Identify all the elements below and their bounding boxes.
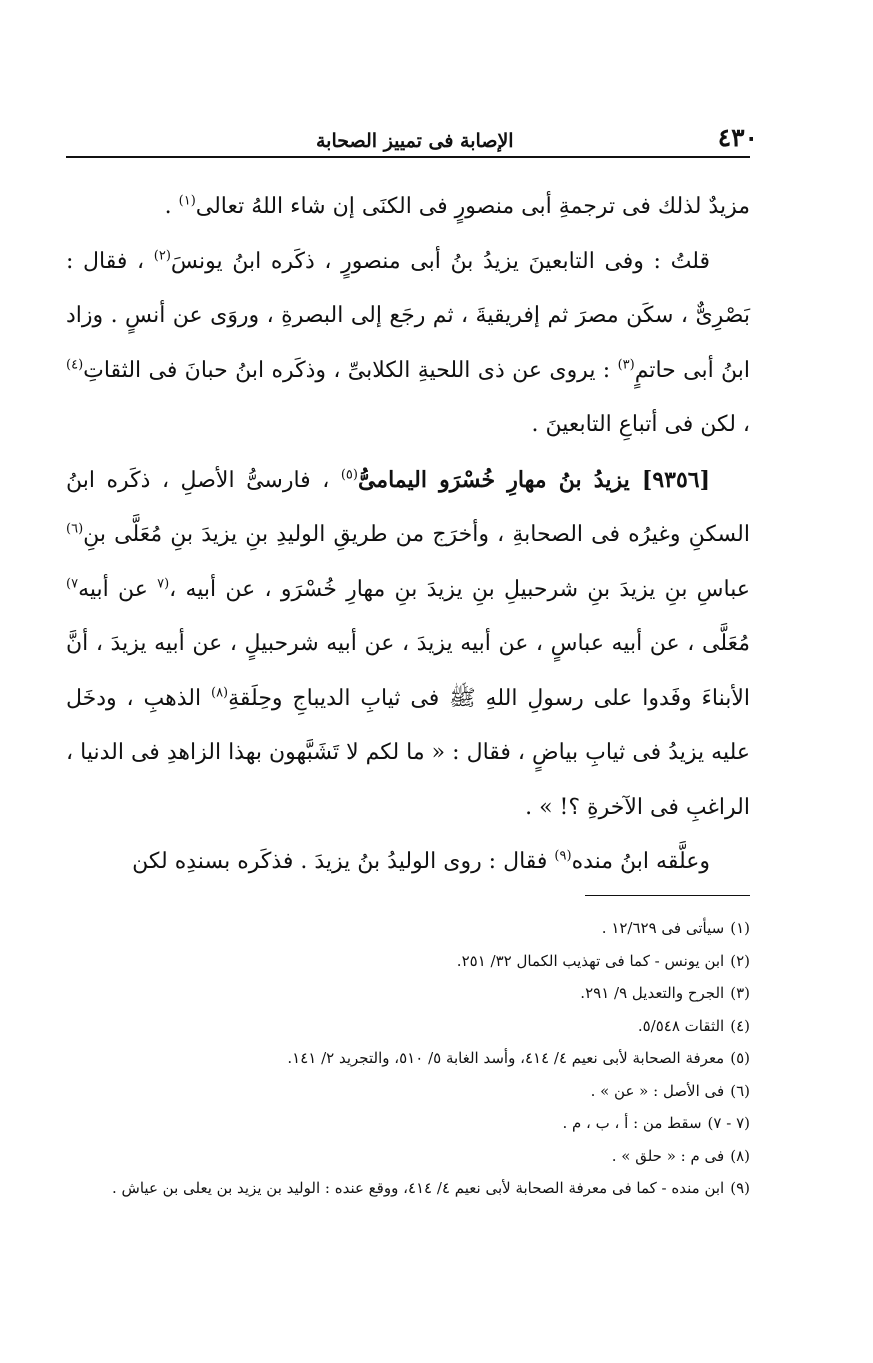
footnote-number: (٢) <box>730 951 750 970</box>
paragraph-2-part-a: قلتُ : وفى التابعينَ يزيدُ بنُ أبى منصورٍ ، ذكَره ابنُ يونسَ <box>170 248 711 274</box>
footnote-number: (٤) <box>730 1016 750 1035</box>
footnote-item <box>66 1075 750 1108</box>
paragraph-2 <box>66 235 750 453</box>
footnote-ref-6: (٦) <box>66 521 84 537</box>
footnote-number: (٦) <box>730 1081 750 1100</box>
footnote-item <box>66 1140 750 1173</box>
paragraph-3-part-a: ، فارسىُّ الأصلِ ، ذكَره ابنُ السكنِ وغيرُه فى الصحابةِ ، وأخرَج من طريقِ الوليدِ بنِ يزيدَ بنِ مُعَلَّى بنِ <box>66 467 750 547</box>
footnote-item <box>66 1172 750 1205</box>
paragraph-1-text: مزيدٌ لذلك فى ترجمةِ أبى منصورٍ فى الكنَى إن شاء اللهُ تعالى <box>195 194 750 219</box>
main-text <box>66 180 750 890</box>
running-header <box>66 112 758 158</box>
footnote-text: الثقات ٥/٥٤٨. <box>637 1016 725 1035</box>
footnote-text: فى الأصل : « عن » . <box>590 1081 725 1100</box>
footnote-text: الجرح والتعديل ٩/ ٢٩١. <box>580 984 725 1002</box>
footnote-text: سيأتى فى ١٢/٦٢٩ . <box>601 919 725 937</box>
footnote-item <box>66 1107 750 1140</box>
page-number: ٤٣٠ <box>717 123 758 152</box>
footnote-item <box>66 977 750 1010</box>
footnote-separator <box>585 895 750 896</box>
footnote-number: (٨) <box>730 1146 750 1165</box>
footnote-number: (٩) <box>730 1179 750 1197</box>
footnote-item <box>66 1042 750 1075</box>
footnote-text: ابن يونس - كما فى تهذيب الكمال ٣٢/ ٢٥١. <box>456 951 725 970</box>
paragraph-2-part-b: ، فقال : بَصْرِىٌّ ، سكَن مصرَ ثم إفريقيةَ ، ثم رجَع إلى البصرةِ ، وروَى عن أنسٍ . وزاد ابنُ أبى حاتمٍ <box>66 248 751 383</box>
footnote-number: (٥) <box>730 1049 750 1067</box>
footnote-ref-2: (٢) <box>153 248 171 264</box>
footnotes <box>66 912 750 1205</box>
paragraph-2-part-c: : يروى عن ذى اللحيةِ الكلابىِّ ، وذكَره ابنُ حبانَ فى الثقاتِ <box>83 357 618 383</box>
footnote-ref-7-open: (٧ <box>157 576 170 592</box>
footnote-ref-9: (٩) <box>554 848 572 864</box>
paragraph-4 <box>66 835 750 890</box>
footnote-ref-1: (١) <box>178 193 196 209</box>
paragraph-2-part-d: ، لكن فى أتباعِ التابعينَ . <box>531 412 750 437</box>
footnote-text: ابن منده - كما فى معرفة الصحابة لأبى نعيم ٤/ ٤١٤، ووقع عنده : الوليد بن يزيد بن يعلى بن عياش . <box>112 1179 725 1197</box>
footnote-text: فى م : « حلق » . <box>611 1146 725 1165</box>
paragraph-3-part-e: الذهبِ ، ودخَل عليه يزيدُ فى ثيابِ بياضٍ ، فقال : « ما لكم لا تَشَبَّهون بهذا الزاهدِ فى الدنيا ، الراغبِ فى الآخرةِ ؟! » . <box>66 685 750 820</box>
footnote-item <box>66 912 750 945</box>
footnote-ref-3: (٣) <box>617 357 635 373</box>
paragraph-3-part-c: عن أبيه <box>78 576 158 602</box>
footnote-ref-8: (٨) <box>210 685 229 701</box>
book-title: الإصابة فى تمييز الصحابة <box>316 130 514 152</box>
paragraph-1-end: . <box>164 194 179 219</box>
entry-heading: [٩٣٥٦] يزيدُ بنُ مهارِ خُسْرَو اليمامىُّ <box>357 466 711 493</box>
footnote-ref-5: (٥) <box>340 467 358 483</box>
footnote-text: سقط من : أ ، ب ، م . <box>562 1114 702 1132</box>
footnote-number: (٧ - ٧) <box>707 1114 750 1132</box>
paragraph-3 <box>66 453 750 836</box>
paragraph-3-part-d: مُعَلَّى ، عن أبيه عباسٍ ، عن أبيه يزيدَ ، عن أبيه شرحبيلٍ ، عن أبيه يزيدَ ، أنَّ الأبناءَ وفَدوا على رسولِ اللهِ ﷺ فى ثيابِ الديباجِ وحِلَقةِ <box>66 631 750 711</box>
paragraph-3-part-b: عباسِ بنِ يزيدَ بنِ شرحبيلِ بنِ يزيدَ بنِ مهارِ خُسْرَو ، عن أبيه ، <box>169 576 751 602</box>
footnote-item <box>66 1010 750 1043</box>
footnote-number: (١) <box>730 919 750 937</box>
paragraph-4-part-b: فقال : روى الوليدُ بنُ يزيدَ . فذكَره بسندِه لكن <box>132 849 555 874</box>
footnote-number: (٣) <box>730 984 750 1002</box>
footnote-text: معرفة الصحابة لأبى نعيم ٤/ ٤١٤، وأسد الغابة ٥/ ٥١٠، والتجريد ٢/ ١٤١. <box>287 1049 725 1067</box>
paragraph-1 <box>66 180 750 235</box>
footnote-ref-4: (٤) <box>66 357 84 373</box>
paragraph-4-part-a: وعلَّقه ابنُ منده <box>571 849 710 874</box>
footnote-ref-7-close: ٧) <box>66 576 79 592</box>
footnote-item <box>66 945 750 978</box>
